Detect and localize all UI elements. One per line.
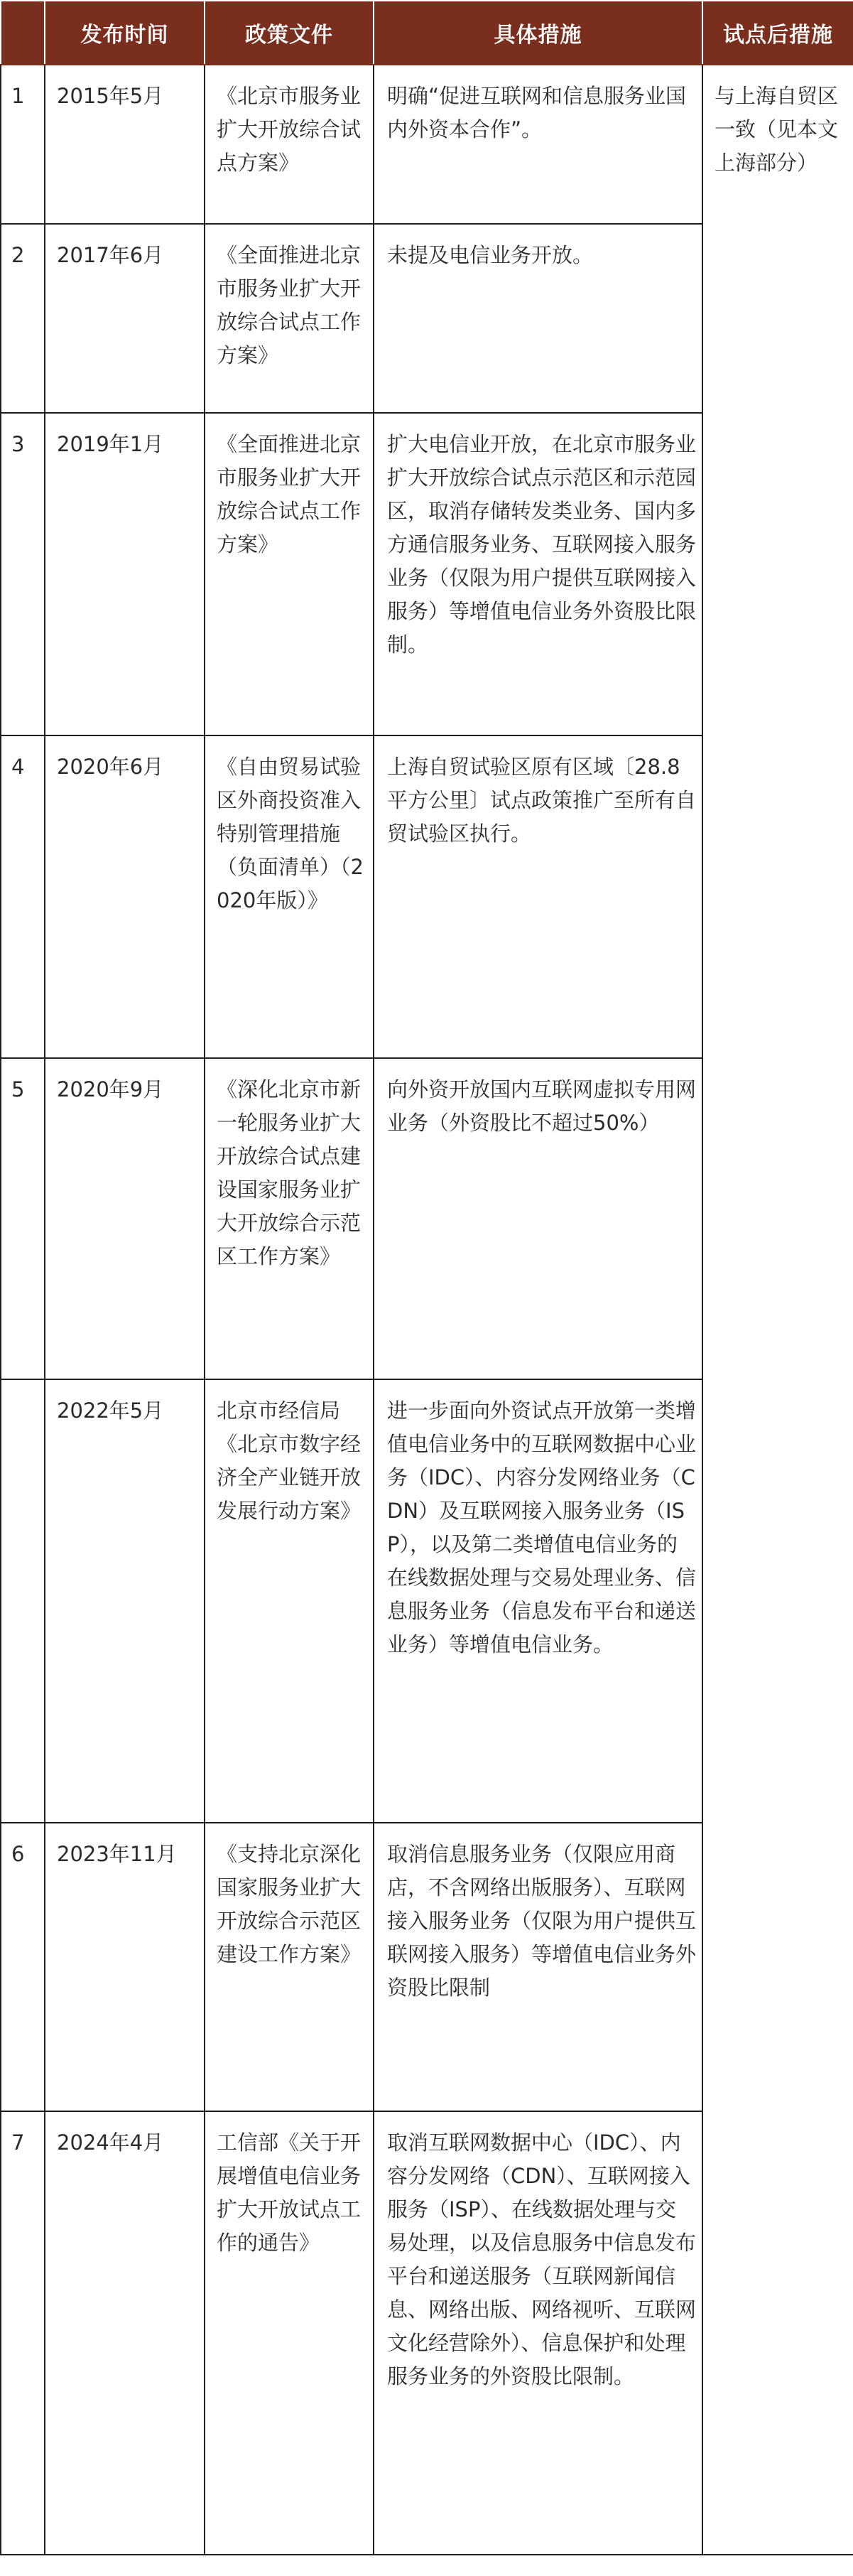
- row-index: 3: [1, 413, 45, 735]
- header-measures: 具体措施: [374, 1, 702, 65]
- row-date: 2017年6月: [45, 224, 205, 413]
- row-measures: 取消互联网数据中心（IDC）、内容分发网络（CDN）、互联网接入服务（ISP）、在线数据处理与交易处理，以及信息服务中信息发布平台和递送服务（互联网新闻信息、网络出版、网络视听、互联网文化经营除外）、信息保护和处理服务业务的外资股比限制。: [374, 2111, 702, 2555]
- table-header: [1, 1, 853, 65]
- header-document: 政策文件: [205, 1, 374, 65]
- table-body: [1, 65, 853, 2555]
- row-date: 2020年6月: [45, 735, 205, 1058]
- row-index: [1, 1379, 45, 1823]
- post-pilot-note: 与上海自贸区一致（见本文上海部分）: [702, 65, 853, 2555]
- row-document: 《全面推进北京市服务业扩大开放综合试点工作方案》: [205, 413, 374, 735]
- table-row: [1, 65, 853, 224]
- row-date: 2023年11月: [45, 1823, 205, 2111]
- row-document: 《北京市服务业扩大开放综合试点方案》: [205, 65, 374, 224]
- row-measures: 向外资开放国内互联网虚拟专用网业务（外资股比不超过50%）: [374, 1058, 702, 1379]
- row-date: 2022年5月: [45, 1379, 205, 1823]
- row-date: 2020年9月: [45, 1058, 205, 1379]
- row-date: 2019年1月: [45, 413, 205, 735]
- row-document: 《全面推进北京市服务业扩大开放综合试点工作方案》: [205, 224, 374, 413]
- header-index: [1, 1, 45, 65]
- row-index: 7: [1, 2111, 45, 2555]
- row-index: 1: [1, 65, 45, 224]
- row-document: 《自由贸易试验区外商投资准入特别管理措施（负面清单）（2020年版）》: [205, 735, 374, 1058]
- row-measures: 取消信息服务业务（仅限应用商店，不含网络出版服务）、互联网接入服务业务（仅限为用户提供互联网接入服务）等增值电信业务外资股比限制: [374, 1823, 702, 2111]
- row-document: 北京市经信局《北京市数字经济全产业链开放发展行动方案》: [205, 1379, 374, 1823]
- row-index: 6: [1, 1823, 45, 2111]
- row-date: 2024年4月: [45, 2111, 205, 2555]
- row-measures: 上海自贸试验区原有区域〔28.8平方公里〕试点政策推广至所有自贸试验区执行。: [374, 735, 702, 1058]
- row-measures: 明确“促进互联网和信息服务业国内外资本合作”。: [374, 65, 702, 224]
- row-index: 4: [1, 735, 45, 1058]
- row-document: 《深化北京市新一轮服务业扩大开放综合试点建设国家服务业扩大开放综合示范区工作方案》: [205, 1058, 374, 1379]
- row-date: 2015年5月: [45, 65, 205, 224]
- row-index: 5: [1, 1058, 45, 1379]
- header-date: 发布时间: [45, 1, 205, 65]
- row-index: 2: [1, 224, 45, 413]
- row-measures: 未提及电信业务开放。: [374, 224, 702, 413]
- header-post-pilot: 试点后措施: [702, 1, 853, 65]
- row-measures: 进一步面向外资试点开放第一类增值电信业务中的互联网数据中心业务（IDC）、内容分发网络业务（CDN）及互联网接入服务业务（ISP），以及第二类增值电信业务的在线数据处理与交易处理业务、信息服务业务（信息发布平台和递送业务）等增值电信业务。: [374, 1379, 702, 1823]
- row-document: 《支持北京深化国家服务业扩大开放综合示范区建设工作方案》: [205, 1823, 374, 2111]
- row-measures: 扩大电信业开放，在北京市服务业扩大开放综合试点示范区和示范园区，取消存储转发类业务、国内多方通信服务业务、互联网接入服务业务（仅限为用户提供互联网接入服务）等增值电信业务外资股比限制。: [374, 413, 702, 735]
- header-row: [1, 1, 853, 65]
- row-document: 工信部《关于开展增值电信业务扩大开放试点工作的通告》: [205, 2111, 374, 2555]
